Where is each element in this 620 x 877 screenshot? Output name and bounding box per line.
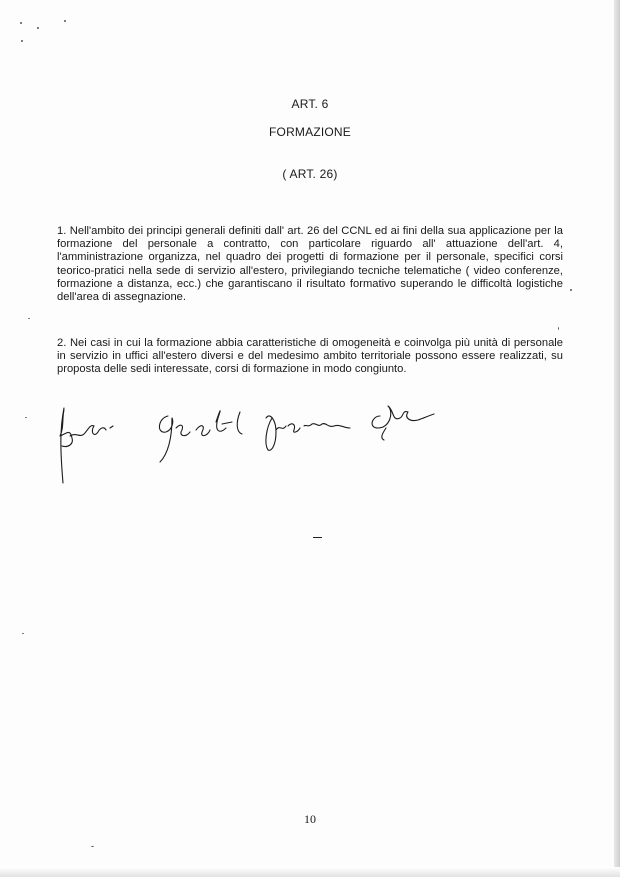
scan-speck <box>64 20 66 22</box>
article-number: ART. 6 <box>291 97 329 111</box>
scan-edge-bottom <box>0 867 620 877</box>
scan-speck <box>558 327 559 330</box>
scan-speck <box>25 417 27 418</box>
page-number: 10 <box>304 812 316 826</box>
article-reference: ( ART. 26) <box>282 167 338 181</box>
scan-speck <box>28 318 30 319</box>
paragraph-1: 1. Nell'ambito dei principi generali definiti dall' art. 26 del CCNL ed ai fini della sua applicazione per la formazione del personale a contratto, con particolare riguardo all' attuazione dell'art. 4, l'amministrazione organizza, nel quadro dei progetti di formazione per il personale, specifici corsi teorico-pratici nella sede di servizio all'estero, privilegiando tecniche telematiche ( video conferenze, formazione a distanza, ecc.) che garantiscano il risultato formativo superando le difficoltà logistiche dell'area di assegnazione. <box>57 225 563 304</box>
scan-speck <box>570 289 572 291</box>
scan-speck <box>20 22 22 24</box>
scan-speck <box>91 846 94 847</box>
scan-speck <box>37 27 39 29</box>
section-title: FORMAZIONE <box>269 125 351 139</box>
handwritten-signatures <box>50 388 450 488</box>
scan-speck <box>22 633 24 634</box>
separator-dash <box>313 537 322 538</box>
paragraph-2: 2. Nei casi in cui la formazione abbia caratteristiche di omogeneità e coinvolga più unità di personale in servizio in uffici all'estero diversi e del medesimo ambito territoriale possono essere realizzati, su proposta delle sedi interessate, corsi di formazione in modo congiunto. <box>57 337 563 376</box>
scan-speck <box>21 40 23 42</box>
